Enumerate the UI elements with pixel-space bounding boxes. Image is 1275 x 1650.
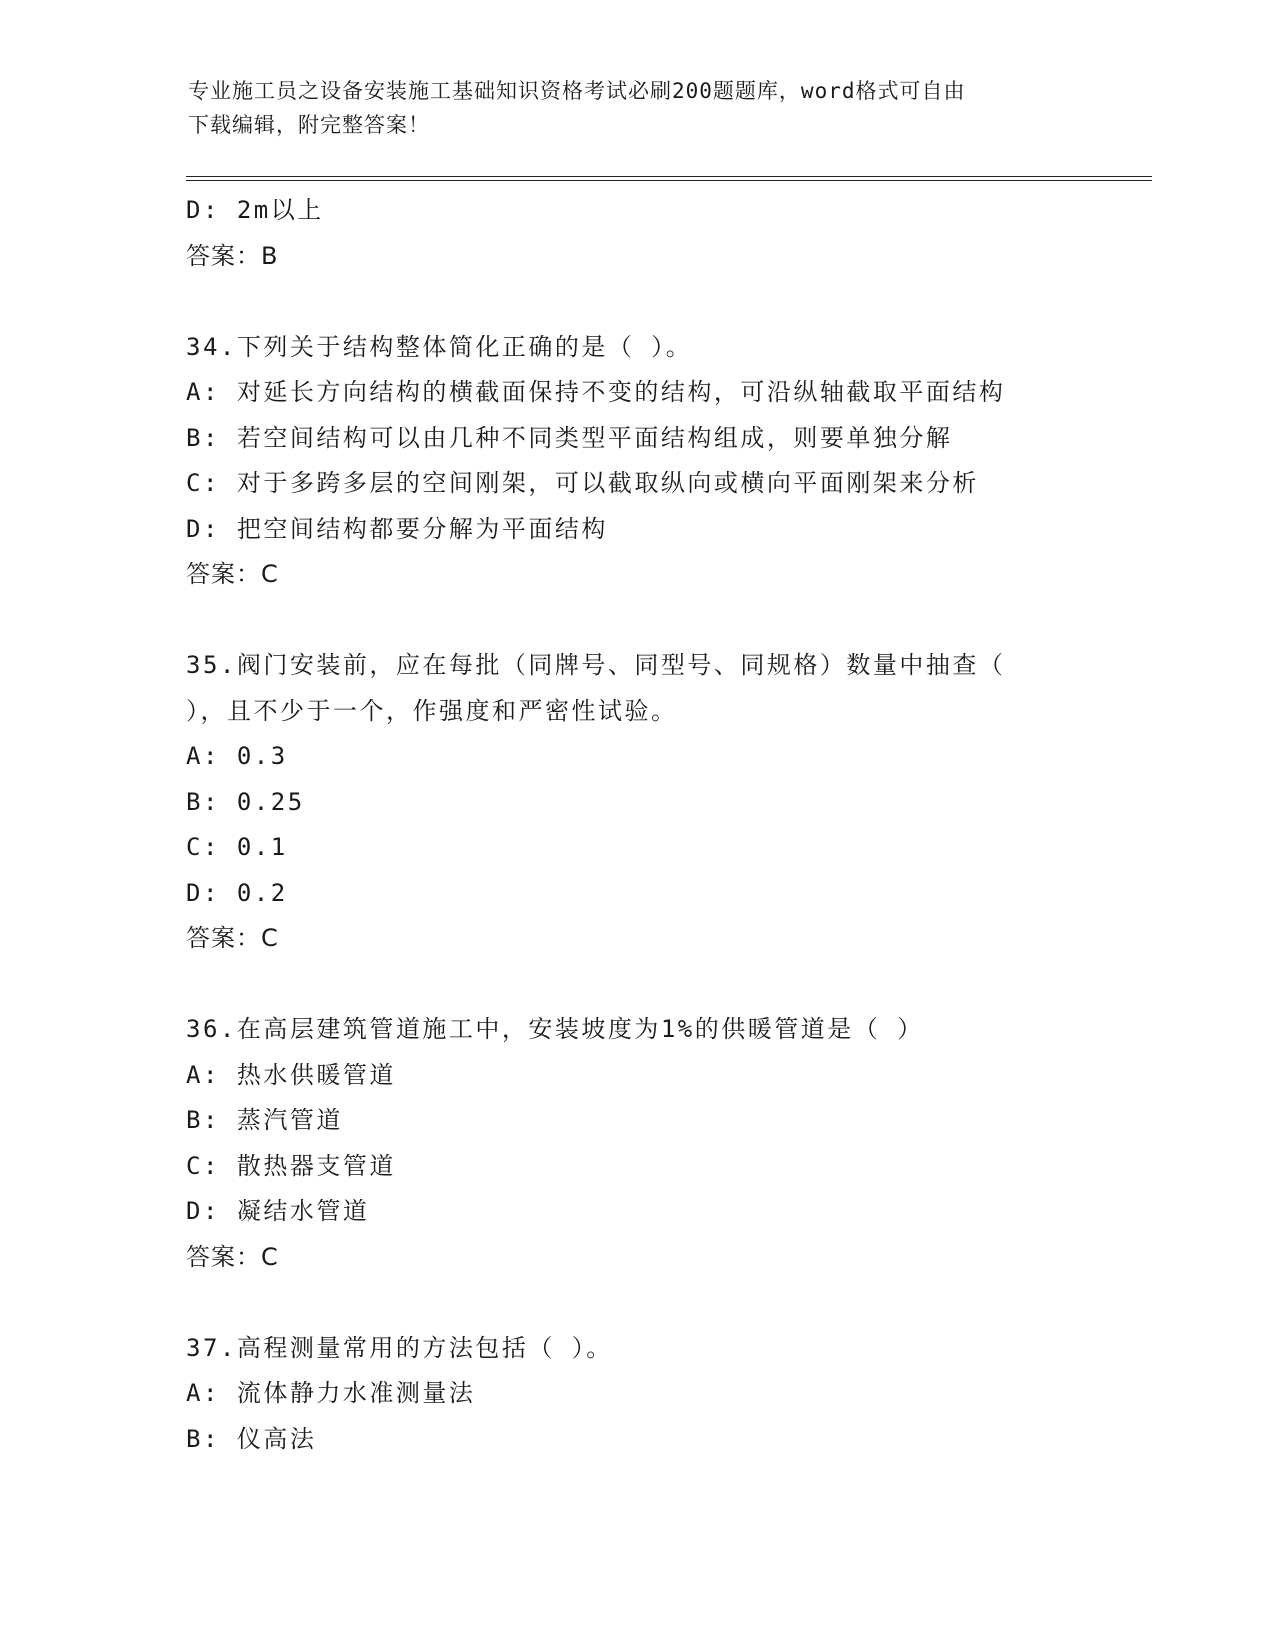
spacer (186, 1280, 1146, 1326)
header-divider (186, 176, 1152, 181)
question-stem: 34.下列关于结构整体简化正确的是（ ）。 (186, 332, 693, 361)
option-a: A: 流体静力水准测量法 (186, 1379, 476, 1407)
question-stem-continued: ），且不少于一个，作强度和严密性试验。 (186, 696, 678, 725)
option-d: D: 0.2 (186, 878, 288, 907)
spacer (186, 598, 1146, 644)
question-stem: 36.在高层建筑管道施工中，安装坡度为1%的供暖管道是（ ） (186, 1015, 924, 1043)
header-line-1: 专业施工员之设备安装施工基础知识资格考试必刷200题题库，word格式可自由 (188, 79, 966, 103)
spacer (186, 962, 1146, 1008)
prev-question (186, 188, 1146, 279)
option-b: B: 0.25 (186, 787, 305, 816)
question-list (186, 188, 1146, 1462)
answer: 答案：B (186, 241, 279, 270)
answer: 答案：C (186, 560, 279, 588)
spacer (186, 279, 1146, 325)
option-d: D: 把空间结构都要分解为平面结构 (186, 514, 608, 543)
answer: 答案：C (186, 924, 279, 952)
option-d: D: 凝结水管道 (186, 1197, 370, 1225)
question-stem: 37.高程测量常用的方法包括（ ）。 (186, 1333, 613, 1362)
option-b: B: 蒸汽管道 (186, 1106, 343, 1134)
question-35 (186, 643, 1146, 962)
answer: 答案：C (186, 1242, 279, 1271)
option-b: B: 若空间结构可以由几种不同类型平面结构组成，则要单独分解 (186, 423, 953, 452)
question-stem: 35.阀门安装前，应在每批（同牌号、同型号、同规格）数量中抽查（ (186, 651, 1006, 679)
document-header (188, 74, 1068, 142)
option-c: C: 对于多跨多层的空间刚架，可以截取纵向或横向平面刚架来分析 (186, 469, 979, 497)
option-a: A: 0.3 (186, 742, 288, 770)
header-line-2: 下载编辑，附完整答案！ (188, 113, 430, 137)
question-37 (186, 1326, 1146, 1463)
option-a: A: 热水供暖管道 (186, 1060, 396, 1089)
option-a: A: 对延长方向结构的横截面保持不变的结构，可沿纵轴截取平面结构 (186, 378, 1006, 406)
option-d: D: 2m以上 (186, 196, 324, 224)
option-c: C: 散热器支管道 (186, 1151, 396, 1180)
option-b: B: 仪高法 (186, 1424, 317, 1453)
question-36 (186, 1007, 1146, 1280)
question-34 (186, 325, 1146, 598)
option-c: C: 0.1 (186, 833, 288, 861)
